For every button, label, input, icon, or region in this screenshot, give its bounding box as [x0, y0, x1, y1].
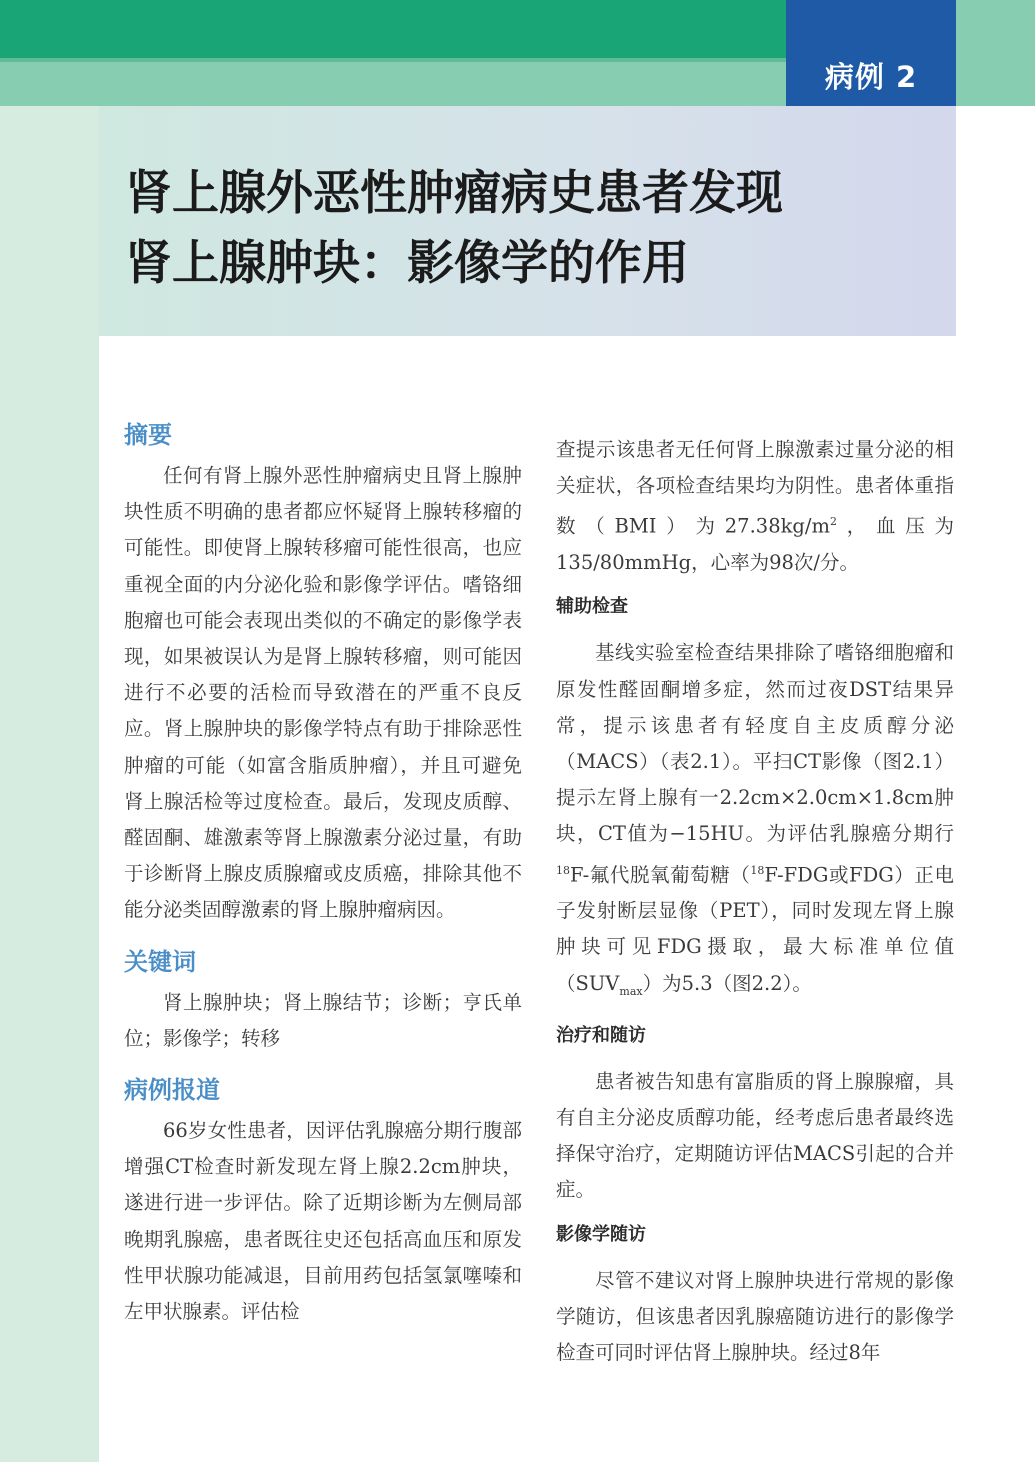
abstract-heading: 摘要 [124, 421, 172, 449]
case-report-continued [556, 432, 954, 581]
case-cont-part-a: 查提示该患者无任何肾上腺激素过量分泌的相关症状，各项检查结果均为阴性。患者体重指数（BMI）为27.38kg/m [556, 438, 954, 538]
treatment-heading: 治疗和随访 [556, 1024, 646, 1046]
header-right-strip [956, 0, 1035, 106]
page-title-line-1: 肾上腺外恶性肿瘤病史患者发现 [125, 166, 783, 221]
aux-part-b: F-氟代脱氧葡萄糖（ [570, 863, 751, 887]
title-block [99, 106, 956, 336]
case-label: 病例 2 [824, 60, 918, 94]
auxiliary-exam-text [556, 635, 954, 1009]
left-column [124, 412, 522, 1330]
aux-subscript: max [619, 984, 643, 998]
case-report-text: 66岁女性患者，因评估乳腺癌分期行腹部增强CT检查时新发现左肾上腺2.2cm肿块，遂进行进一步评估。除了近期诊断为左侧局部晚期乳腺癌，患者既往史还包括高血压和原发性甲状腺功能减退，目前用药包括氢氯噻嗪和左甲状腺素。评估检 [124, 1119, 522, 1324]
case-cont-superscript: 2 [829, 515, 837, 529]
aux-part-a: 基线实验室检查结果排除了嗜铬细胞瘤和原发性醛固酮增多症，然而过夜DST结果异常，提示该患者有轻度自主皮质醇分泌（MACS）（表2.1）。平扫CT影像（图2.1）提示左肾上腺有一2.2cm×2.0cm×1.8cm肿块，CT值为−15HU。为评估乳腺癌分期行 [556, 641, 954, 846]
auxiliary-exam-heading: 辅助检查 [556, 596, 628, 618]
imaging-followup-heading: 影像学随访 [556, 1223, 646, 1245]
treatment-text: 患者被告知患有富脂质的肾上腺腺瘤，具有自主分泌皮质醇功能，经考虑后患者最终选择保守治疗，定期随访评估MACS引起的合并症。 [556, 1069, 954, 1202]
page-title-line-2: 肾上腺肿块：影像学的作用 [125, 236, 689, 291]
keywords-heading: 关键词 [124, 947, 196, 976]
left-margin-strip [0, 106, 99, 1462]
case-cont-part-b: ，血压为135/80mmHg，心率为98次/分。 [556, 514, 954, 575]
abstract-text: 任何有肾上腺外恶性肿瘤病史且肾上腺肿块性质不明确的患者都应怀疑肾上腺转移瘤的可能性。即使肾上腺转移瘤可能性很高，也应重视全面的内分泌化验和影像学评估。嗜铬细胞瘤也可能会表现出类似的不确定的影像学表现，如果被误认为是肾上腺转移瘤，则可能因进行不必要的活检而导致潜在的严重不良反应。肾上腺肿块的影像学特点有助于排除恶性肿瘤的可能（如富含脂质肿瘤），并且可避免肾上腺活检等过度检查。最后，发现皮质醇、醛固酮、雄激素等肾上腺激素分泌过量，有助于诊断肾上腺皮质腺瘤或皮质癌，排除其他不能分泌类固醇激素的肾上腺肿瘤病因。 [124, 464, 522, 922]
aux-superscript-1: 18 [556, 863, 570, 877]
aux-superscript-2: 18 [750, 863, 765, 877]
keywords-text: 肾上腺肿块；肾上腺结节；诊断；亨氏单位；影像学；转移 [124, 990, 522, 1050]
right-column [556, 432, 954, 1371]
aux-part-c: F-FDG或FDG）正电子发射断层显像（PET），同时发现左肾上腺肿块可见FDG摄取，最大标准单位值（SUV [556, 863, 954, 995]
aux-part-d: ）为5.3（图2.2）。 [642, 971, 812, 995]
case-tab [786, 0, 956, 106]
case-report-heading: 病例报道 [124, 1076, 220, 1105]
imaging-followup-text: 尽管不建议对肾上腺肿块进行常规的影像学随访，但该患者因乳腺癌随访进行的影像学检查可同时评估肾上腺肿块。经过8年 [556, 1268, 954, 1364]
